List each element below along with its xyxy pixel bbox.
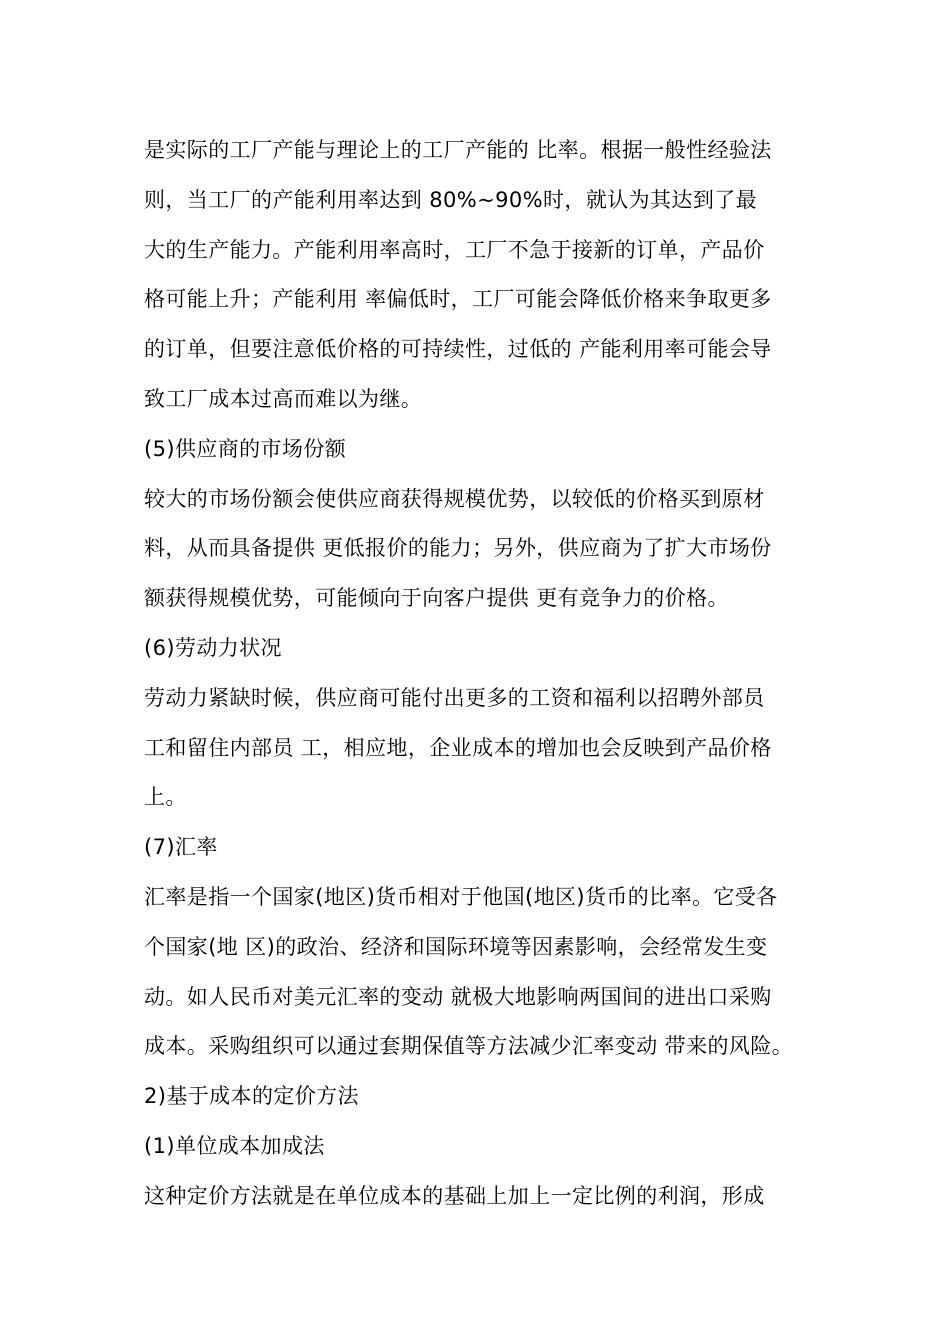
section-heading: 2)基于成本的定价方法 xyxy=(144,1084,359,1109)
text-line: 上。 xyxy=(144,785,187,810)
text-line: 格可能上升；产能利用 率偏低时，工厂可能会降低价格来争取更多 xyxy=(144,287,772,312)
text-line: 较大的市场份额会使供应商获得规模优势，以较低的价格买到原材 xyxy=(144,486,765,511)
section-heading: (5)供应商的市场份额 xyxy=(144,436,347,461)
section-heading: (6)劳动力状况 xyxy=(144,635,282,660)
text-line: 则，当工厂的产能利用率达到 80%~90%时，就认为其达到了最 xyxy=(144,187,758,212)
text-line: 致工厂成本过高而难以为继。 xyxy=(144,386,423,411)
text-line: 的订单，但要注意低价格的可持续性，过低的 产能利用率可能会导 xyxy=(144,337,772,362)
text-line: 料，从而具备提供 更低报价的能力；另外，供应商为了扩大市场份 xyxy=(144,536,772,561)
text-line: 额获得规模优势，可能倾向于向客户提供 更有竞争力的价格。 xyxy=(144,586,729,611)
text-line: 是实际的工厂产能与理论上的工厂产能的 比率。根据一般性经验法 xyxy=(144,138,772,162)
text-line: 成本。采购组织可以通过套期保值等方法减少汇率变动 带来的风险。 xyxy=(144,1034,794,1059)
text-line: 个国家(地 区)的政治、经济和国际环境等因素影响，会经常发生变 xyxy=(144,934,768,959)
text-line: 工和留住内部员 工，相应地，企业成本的增加也会反映到产品价格 xyxy=(144,735,772,760)
section-heading: (1)单位成本加成法 xyxy=(144,1133,325,1158)
text-line: 动。如人民币对美元汇率的变动 就极大地影响两国间的进出口采购 xyxy=(144,984,772,1009)
text-line: 汇率是指一个国家(地区)货币相对于他国(地区)货币的比率。它受各 xyxy=(144,884,778,909)
text-line: 劳动力紧缺时候，供应商可能付出更多的工资和福利以招聘外部员 xyxy=(144,685,765,710)
text-line: 大的生产能力。产能利用率高时，工厂不急于接新的订单，产品价 xyxy=(144,237,765,262)
text-line: 这种定价方法就是在单位成本的基础上加上一定比例的利润，形成 xyxy=(144,1183,765,1208)
section-heading: (7)汇率 xyxy=(144,835,218,860)
document-body xyxy=(144,126,814,1222)
